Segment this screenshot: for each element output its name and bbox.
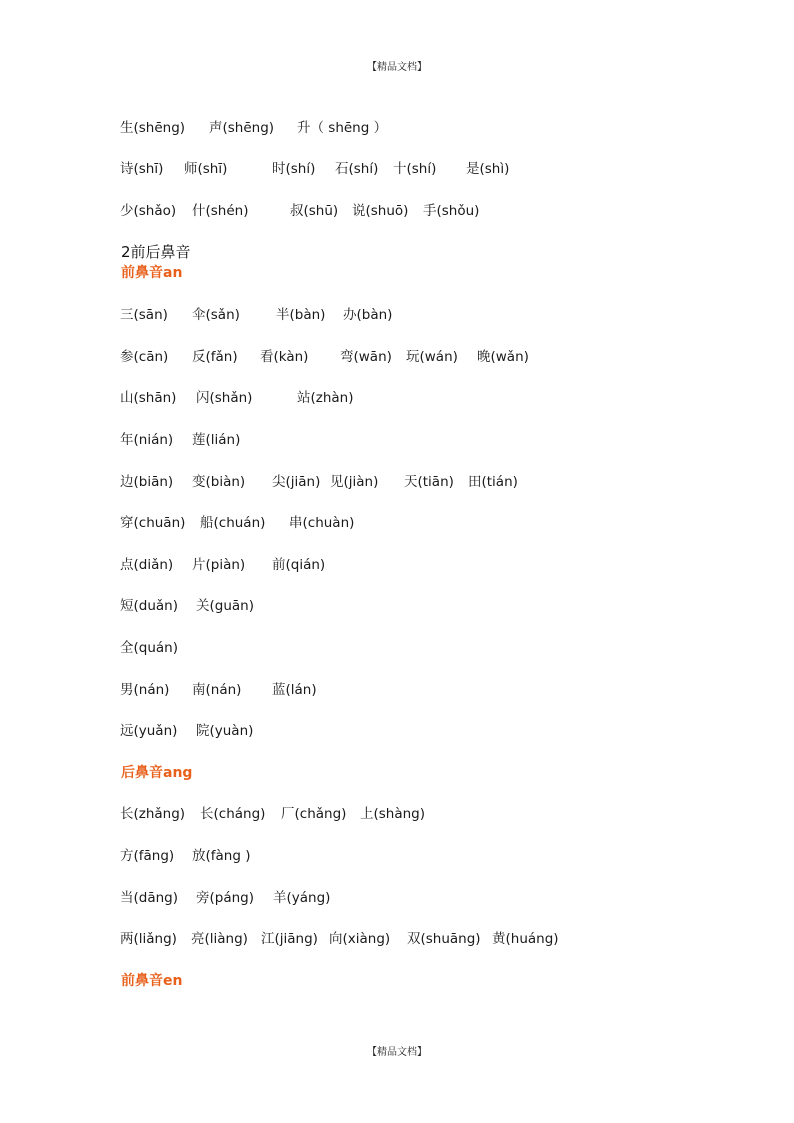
pinyin-word: 晚(wǎn)	[477, 349, 529, 365]
pinyin-word: 半(bàn)	[276, 307, 326, 323]
pinyin-word: 弯(wān)	[340, 349, 392, 365]
subheading-en: 前鼻音en	[121, 973, 183, 989]
pinyin-word: 田(tián)	[468, 474, 518, 490]
pinyin-word: 办(bàn)	[343, 307, 393, 323]
pinyin-word: 点(diǎn)	[120, 557, 174, 573]
pinyin-word: 串(chuàn)	[289, 515, 355, 531]
pinyin-row	[0, 680, 794, 700]
pinyin-word: 变(biàn)	[192, 474, 246, 490]
subheading-ang: 后鼻音ang	[121, 765, 193, 781]
pinyin-word: 向(xiàng)	[329, 931, 391, 947]
pinyin-word: 羊(yáng)	[273, 890, 331, 906]
pinyin-word: 黄(huáng)	[492, 931, 559, 947]
pinyin-word: 短(duǎn)	[120, 598, 178, 614]
pinyin-word: 山(shān)	[120, 390, 177, 406]
pinyin-word: 年(nián)	[120, 432, 174, 448]
pinyin-word: 诗(shī)	[120, 161, 164, 177]
pinyin-word: 说(shuō)	[352, 203, 409, 219]
pinyin-row	[0, 118, 794, 138]
page-footer: 【精品文档】	[367, 1047, 427, 1058]
pinyin-word: 男(nán)	[120, 682, 170, 698]
pinyin-word: 南(nán)	[192, 682, 242, 698]
pinyin-word: 叔(shū)	[290, 203, 339, 219]
pinyin-word: 是(shì)	[466, 161, 510, 177]
pinyin-word: 江(jiāng)	[261, 931, 318, 947]
page-header: 【精品文档】	[367, 62, 427, 73]
pinyin-word: 三(sān)	[120, 307, 168, 323]
pinyin-word: 前(qián)	[272, 557, 326, 573]
subheading-an: 前鼻音an	[121, 265, 183, 281]
pinyin-word: 方(fāng)	[120, 848, 175, 864]
pinyin-row	[0, 804, 794, 824]
pinyin-word: 莲(lián)	[192, 432, 241, 448]
pinyin-word: 厂(chǎng)	[281, 806, 347, 822]
pinyin-word: 声(shēng)	[209, 120, 275, 136]
pinyin-word: 穿(chuān)	[120, 515, 186, 531]
pinyin-row	[0, 555, 794, 575]
pinyin-word: 天(tiān)	[404, 474, 454, 490]
pinyin-word: 生(shēng)	[120, 120, 186, 136]
pinyin-row	[0, 388, 794, 408]
pinyin-word: 见(jiàn)	[330, 474, 379, 490]
pinyin-word: 师(shī)	[184, 161, 228, 177]
pinyin-word: 反(fǎn)	[192, 349, 238, 365]
pinyin-row	[0, 472, 794, 492]
pinyin-word: 关(guān)	[196, 598, 254, 614]
pinyin-word: 石(shí)	[335, 161, 379, 177]
pinyin-word: 两(liǎng)	[120, 931, 177, 947]
pinyin-row	[0, 929, 794, 949]
pinyin-row	[0, 596, 794, 616]
pinyin-word: 片(piàn)	[192, 557, 246, 573]
pinyin-row	[0, 638, 794, 658]
pinyin-word: 旁(páng)	[196, 890, 255, 906]
pinyin-row	[0, 305, 794, 325]
pinyin-word: 参(cān)	[120, 349, 169, 365]
pinyin-word: 船(chuán)	[200, 515, 266, 531]
pinyin-word: 玩(wán)	[406, 349, 458, 365]
pinyin-word: 边(biān)	[120, 474, 174, 490]
pinyin-word: 蓝(lán)	[272, 682, 317, 698]
pinyin-row	[0, 430, 794, 450]
pinyin-row	[0, 513, 794, 533]
pinyin-word: 少(shǎo)	[120, 203, 177, 219]
pinyin-word: 看(kàn)	[260, 349, 309, 365]
pinyin-word: 尖(jiān)	[272, 474, 321, 490]
pinyin-word: 长(zhǎng)	[120, 806, 186, 822]
pinyin-row	[0, 201, 794, 221]
pinyin-word: 全(quán)	[120, 640, 178, 656]
pinyin-word: 院(yuàn)	[196, 723, 254, 739]
pinyin-word: 站(zhàn)	[297, 390, 354, 406]
pinyin-row	[0, 159, 794, 179]
pinyin-word: 上(shàng)	[360, 806, 426, 822]
pinyin-word: 升（ shēng ）	[297, 120, 388, 136]
pinyin-word: 什(shén)	[192, 203, 249, 219]
pinyin-word: 远(yuǎn)	[120, 723, 178, 739]
pinyin-row	[0, 888, 794, 908]
pinyin-row	[0, 721, 794, 741]
pinyin-row	[0, 846, 794, 866]
pinyin-word: 放(fàng )	[192, 848, 251, 864]
pinyin-word: 双(shuāng)	[407, 931, 481, 947]
pinyin-word: 当(dāng)	[120, 890, 179, 906]
pinyin-word: 十(shí)	[393, 161, 437, 177]
pinyin-word: 时(shí)	[272, 161, 316, 177]
pinyin-word: 闪(shǎn)	[196, 390, 253, 406]
pinyin-word: 伞(sǎn)	[192, 307, 240, 323]
pinyin-word: 亮(liàng)	[191, 931, 248, 947]
pinyin-row	[0, 347, 794, 367]
pinyin-word: 手(shǒu)	[423, 203, 480, 219]
pinyin-word: 长(cháng)	[200, 806, 266, 822]
section-heading-2: 2前后鼻音	[121, 243, 191, 261]
